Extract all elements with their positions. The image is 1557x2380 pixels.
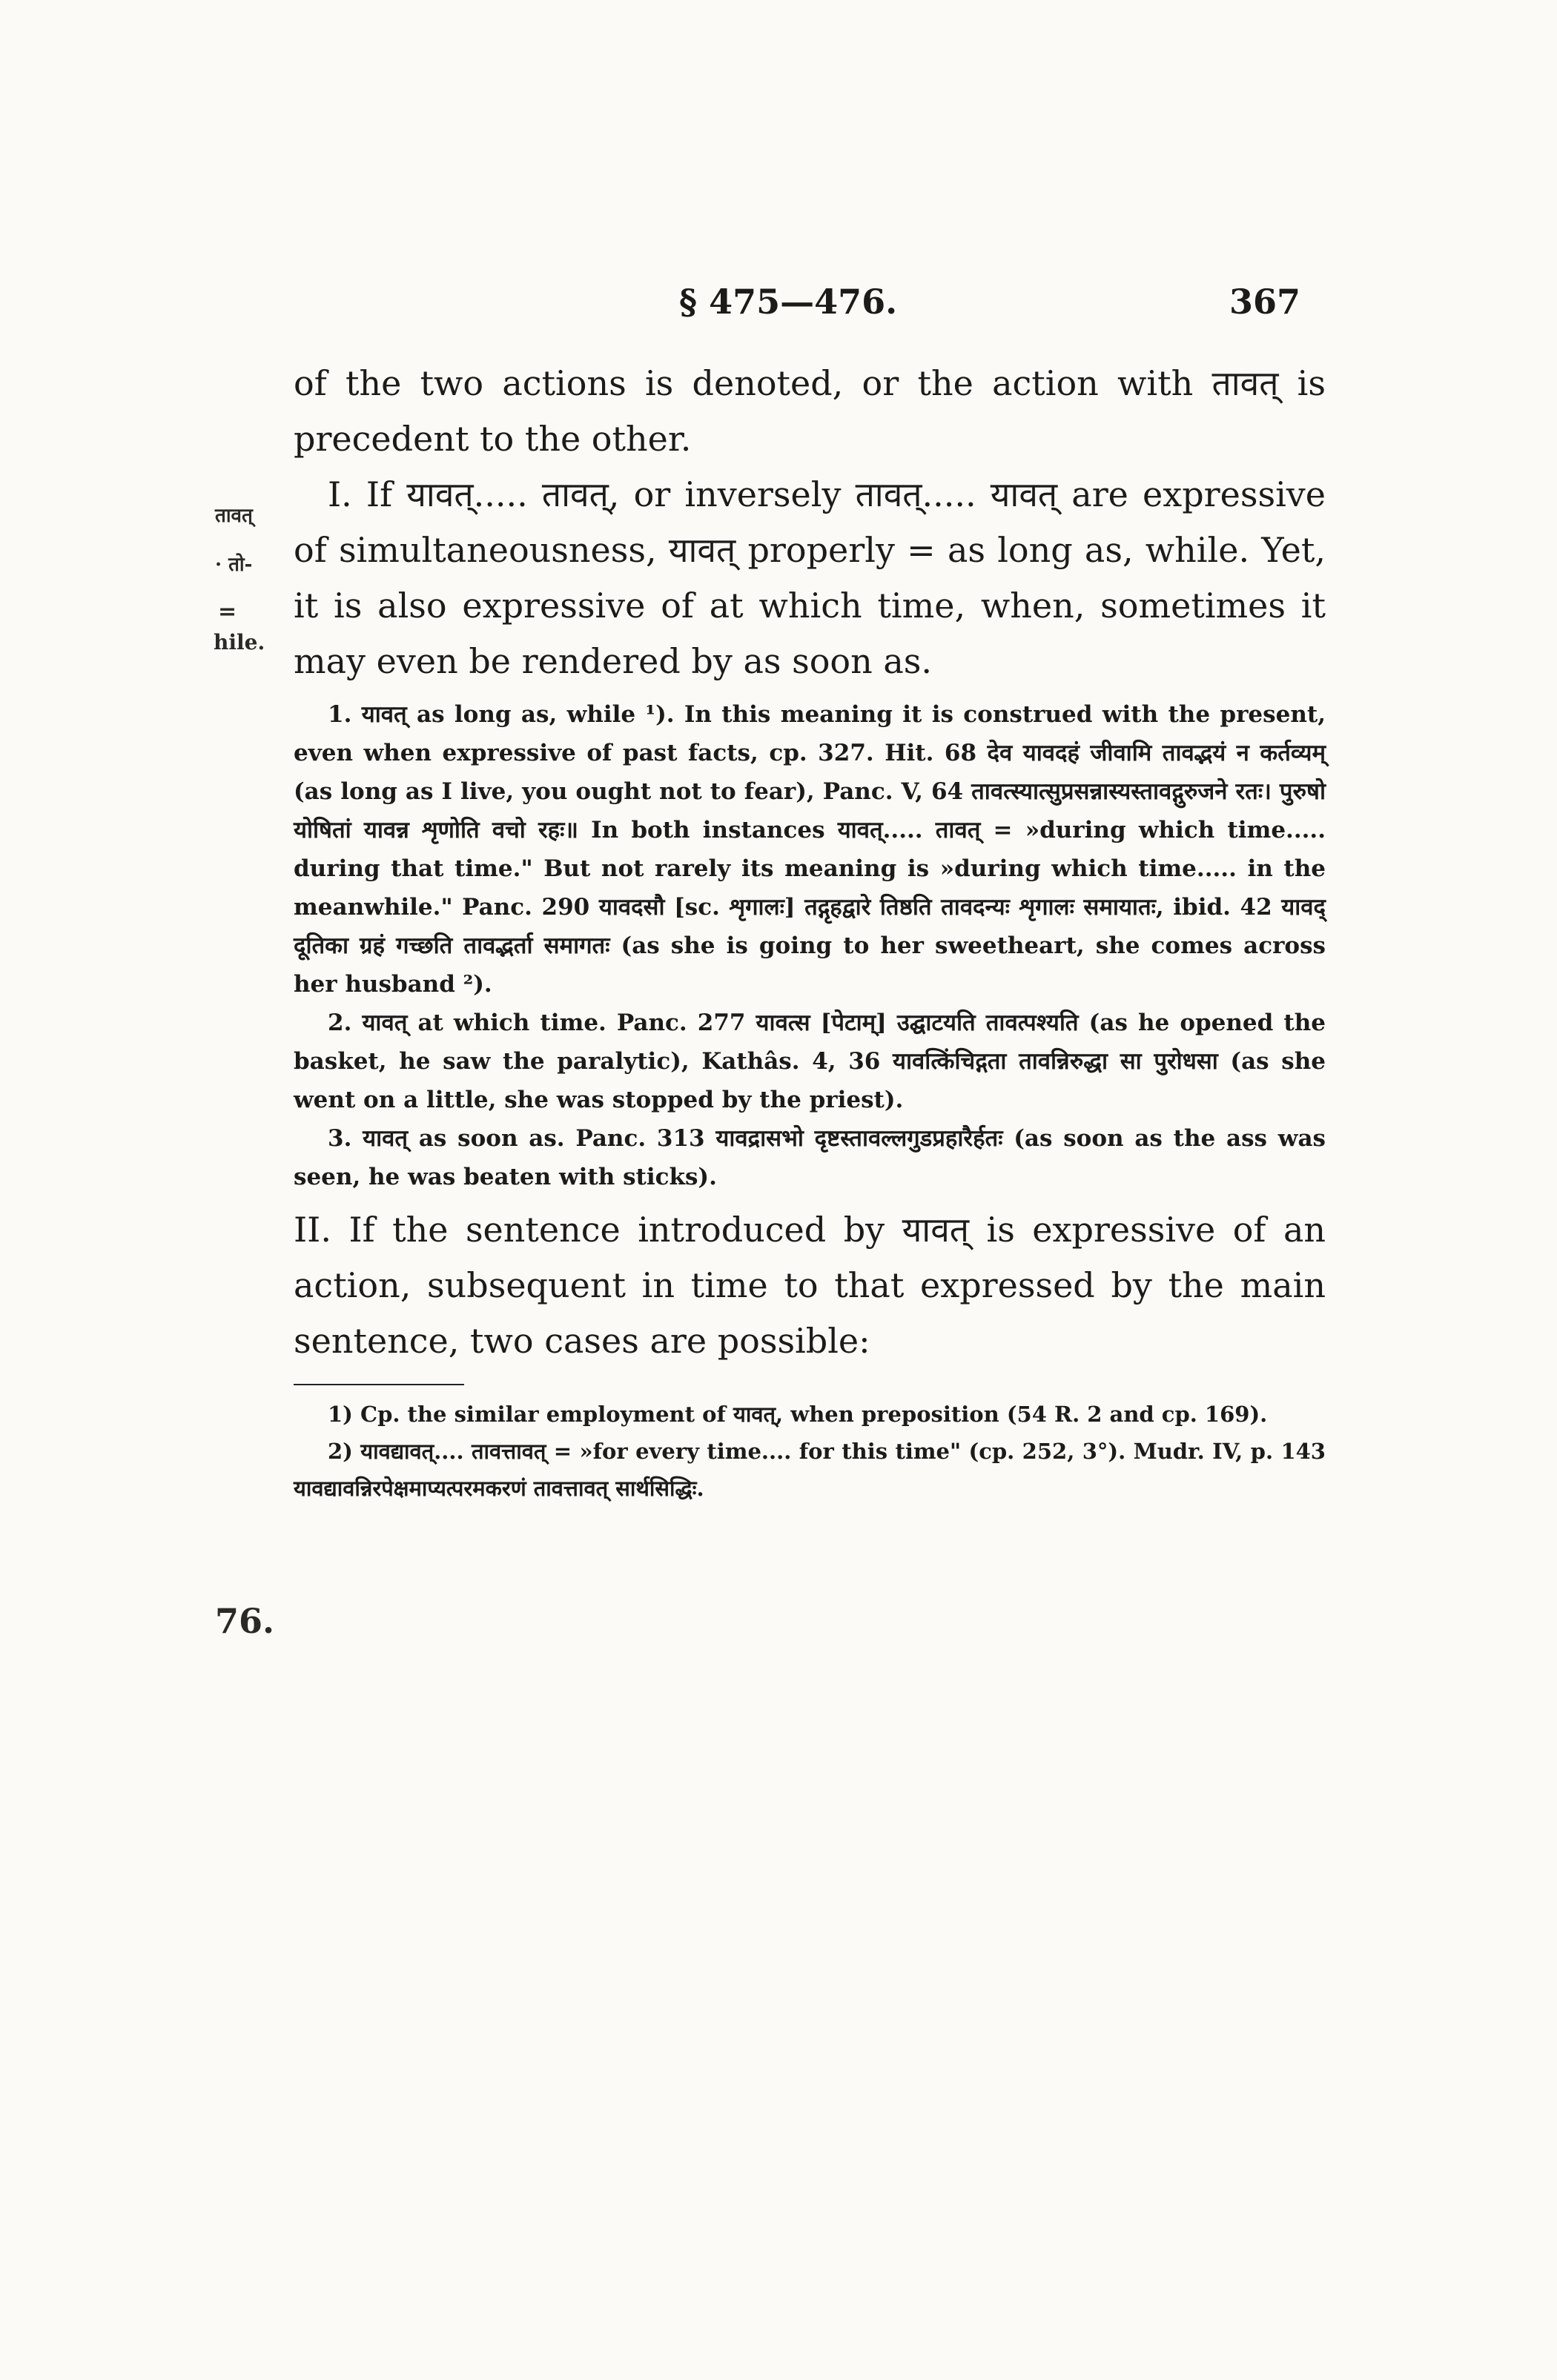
page-number: 367 [1229,282,1301,322]
page-header [0,282,1557,334]
paragraph-section-76: II. If the sentence introduced by यावत् is expressive of an action, subsequent in time to that expressed by the main sentence, two cases are possible: [294,1210,1326,1361]
paragraph-continuation: of the two actions is denoted, or the action with तावत् is precedent to the other. [294,363,1326,459]
margin-note: hile. [214,630,265,654]
page-body [294,356,1326,1507]
section-heading: § 475—476. [679,282,898,322]
paragraph-rule-i: I. If यावत्..... तावत्, or inversely तावत्..... यावत् are expressive of simultaneousness, यावत् properly = as long as, while. Yet, it is also expressive of at which time, when, sometimes it may even be rendered by as soon as. [294,474,1326,681]
margin-note: तावत् [215,505,253,527]
footnote-1: 1) Cp. the similar employment of यावत्, when preposition (54 R. 2 and cp. 169). [328,1402,1268,1427]
margin-note: · तो- [215,554,253,576]
footnote-separator [294,1384,464,1385]
margin-note: = [218,599,237,625]
section-number-76: 76. [215,1601,275,1641]
example-1: 1. यावत् as long as, while ¹). In this meaning it is construed with the present, even when expressive of past facts, cp. 327. Hit. 68 देव यावदहं जीवामि तावद्भयं न कर्तव्यम् (as long as I live, you ought not to fear), Panc. V, 64 तावत्स्यात्सुप्रसन्नास्यस्तावद्गुरुजने रतः। पुरुषो योषितां यावन्न शृणोति वचो रहः॥ In both instances यावत्..... तावत् = »during which time..... during that time." But not rarely its meaning is »during which time..... in the meanwhile." Panc. 290 यावदसौ [sc. शृगालः] तद्गृहद्वारे तिष्ठति तावदन्यः शृगालः समायातः, ibid. 42 यावद् दूतिका ग्रहं गच्छति तावद्भर्ता समागतः (as she is going to her sweetheart, she comes across her husband ²). [294,701,1326,998]
example-2: 2. यावत् at which time. Panc. 277 यावत्स [पेटाम्] उद्घाटयति तावत्पश्यति (as he opened the basket, he saw the paralytic), Kathâs. 4, 36 यावत्किंचिद्गता तावन्निरुद्धा सा पुरोधसा (as she went on a little, she was stopped by the priest). [294,1010,1326,1113]
footnote-2: 2) यावद्यावत्.... तावत्तावत् = »for every time.... for this time" (cp. 252, 3°). Mudr. IV, p. 143 यावद्यावन्निरपेक्षमाप्यत्परमकरणं तावत्तावत् सार्थसिद्धिः. [294,1439,1326,1501]
example-3: 3. यावत् as soon as. Panc. 313 यावद्रासभो दृष्टस्तावल्लगुडप्रहारैर्हतः (as soon as the ass was seen, he was beaten with sticks). [294,1125,1326,1190]
